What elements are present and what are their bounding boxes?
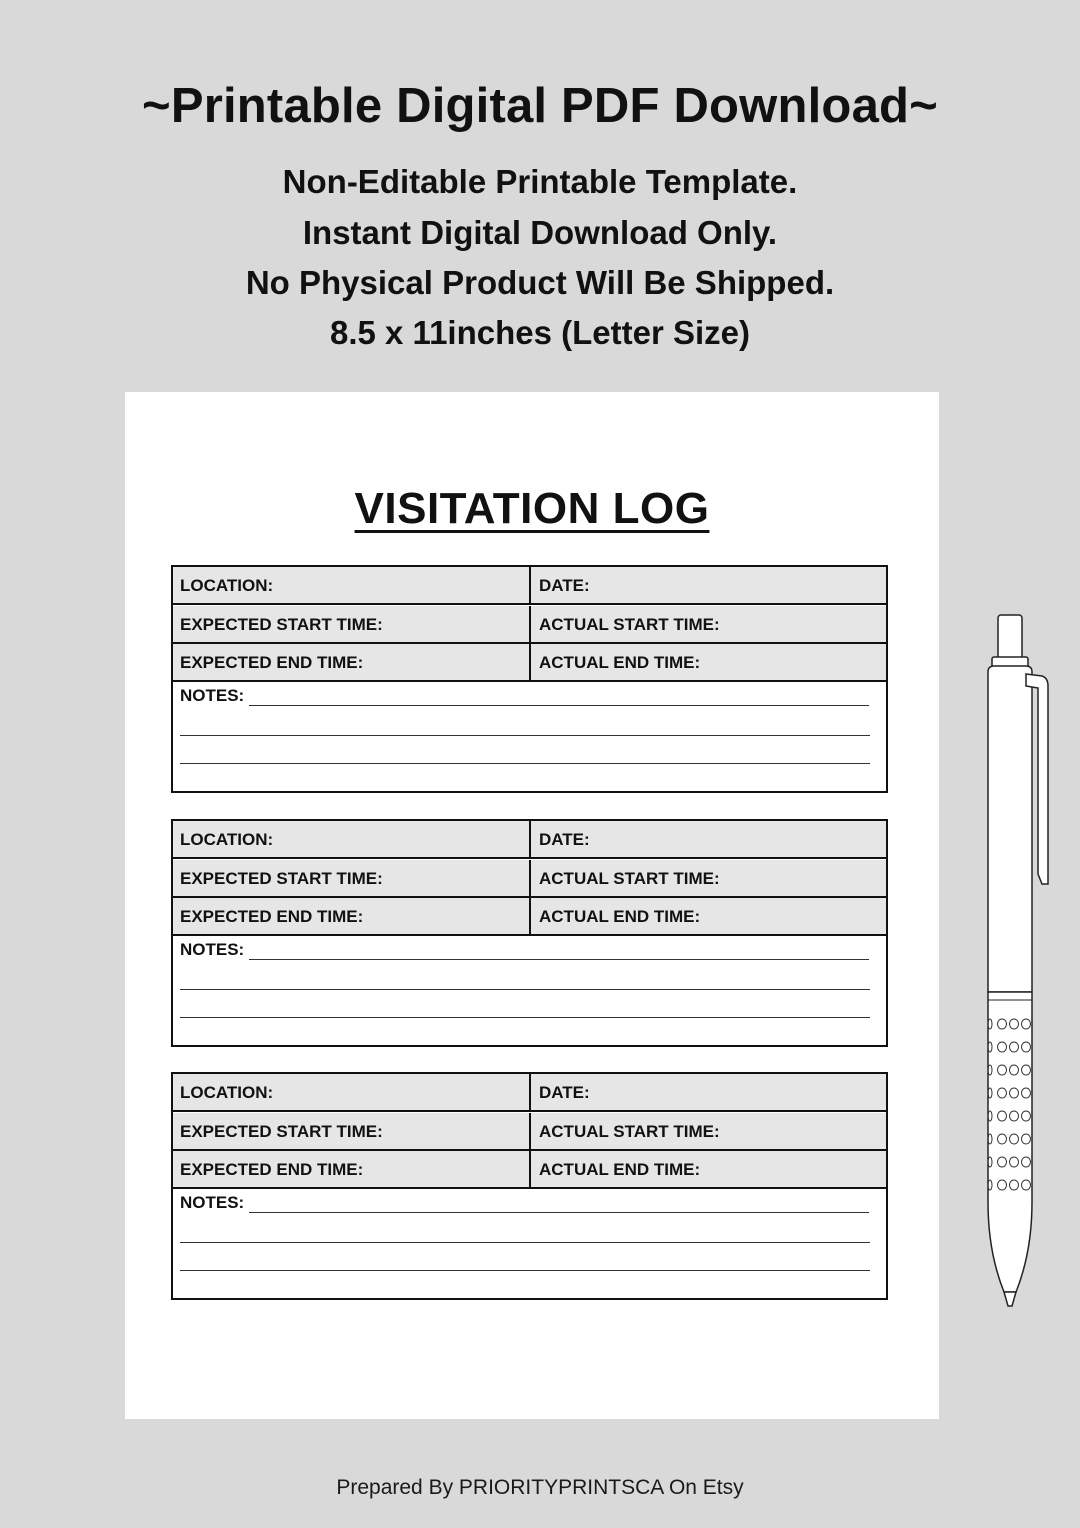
label-location: LOCATION: <box>180 1083 274 1102</box>
row-start-time <box>173 606 886 644</box>
label-actual-end: ACTUAL END TIME: <box>539 907 701 926</box>
row-location-date <box>173 567 886 605</box>
row-end-time <box>173 898 886 936</box>
column-divider <box>529 567 531 605</box>
label-date: DATE: <box>539 1083 590 1102</box>
notes-line <box>249 705 869 706</box>
column-divider <box>529 644 531 682</box>
label-actual-end: ACTUAL END TIME: <box>539 653 701 672</box>
notes-area <box>173 1190 886 1298</box>
row-end-time <box>173 1151 886 1189</box>
notes-line <box>180 735 870 736</box>
notes-line <box>249 1212 869 1213</box>
notes-line <box>180 989 870 990</box>
notes-line <box>180 1270 870 1271</box>
log-block-3 <box>171 1072 888 1300</box>
subline-no-physical: No Physical Product Will Be Shipped. <box>245 264 835 301</box>
label-notes: NOTES: <box>180 686 245 705</box>
pen-tip <box>1004 1292 1016 1306</box>
label-expected-end: EXPECTED END TIME: <box>180 907 364 926</box>
label-actual-start: ACTUAL START TIME: <box>539 869 720 888</box>
label-notes: NOTES: <box>180 1193 245 1212</box>
notes-line <box>180 1017 870 1018</box>
subline-instant-download: Instant Digital Download Only. <box>302 214 778 251</box>
pen-barrel <box>988 666 1032 992</box>
label-actual-start: ACTUAL START TIME: <box>539 1122 720 1141</box>
label-date: DATE: <box>539 830 590 849</box>
pen-plunger <box>998 615 1022 659</box>
row-start-time <box>173 860 886 898</box>
label-location: LOCATION: <box>180 830 274 849</box>
log-block-1 <box>171 565 888 793</box>
row-location-date <box>173 821 886 859</box>
log-block-2 <box>171 819 888 1047</box>
column-divider <box>529 1113 531 1151</box>
sheet-title-wrap <box>125 484 939 534</box>
label-expected-start: EXPECTED START TIME: <box>180 615 383 634</box>
subline-non-editable: Non-Editable Printable Template. <box>282 163 798 200</box>
row-end-time <box>173 644 886 682</box>
notes-area <box>173 937 886 1045</box>
label-actual-end: ACTUAL END TIME: <box>539 1160 701 1179</box>
subline-size: 8.5 x 11inches (Letter Size) <box>329 314 751 351</box>
column-divider <box>529 606 531 644</box>
column-divider <box>529 1074 531 1112</box>
row-start-time <box>173 1113 886 1151</box>
notes-line <box>249 959 869 960</box>
notes-line <box>180 763 870 764</box>
row-location-date <box>173 1074 886 1112</box>
label-date: DATE: <box>539 576 590 595</box>
column-divider <box>529 898 531 936</box>
column-divider <box>529 860 531 898</box>
column-divider <box>529 821 531 859</box>
label-expected-end: EXPECTED END TIME: <box>180 653 364 672</box>
label-expected-start: EXPECTED START TIME: <box>180 869 383 888</box>
sheet-title: VISITATION LOG <box>354 484 710 533</box>
label-expected-start: EXPECTED START TIME: <box>180 1122 383 1141</box>
column-divider <box>529 1151 531 1189</box>
headline: ~Printable Digital PDF Download~ <box>142 79 938 133</box>
printable-sheet <box>125 392 939 1419</box>
label-actual-start: ACTUAL START TIME: <box>539 615 720 634</box>
label-expected-end: EXPECTED END TIME: <box>180 1160 364 1179</box>
notes-line <box>180 1242 870 1243</box>
footer-credit: Prepared By PRIORITYPRINTSCA On Etsy <box>336 1476 744 1499</box>
pen-icon <box>980 612 1060 1312</box>
notes-area <box>173 683 886 791</box>
label-location: LOCATION: <box>180 576 274 595</box>
label-notes: NOTES: <box>180 940 245 959</box>
